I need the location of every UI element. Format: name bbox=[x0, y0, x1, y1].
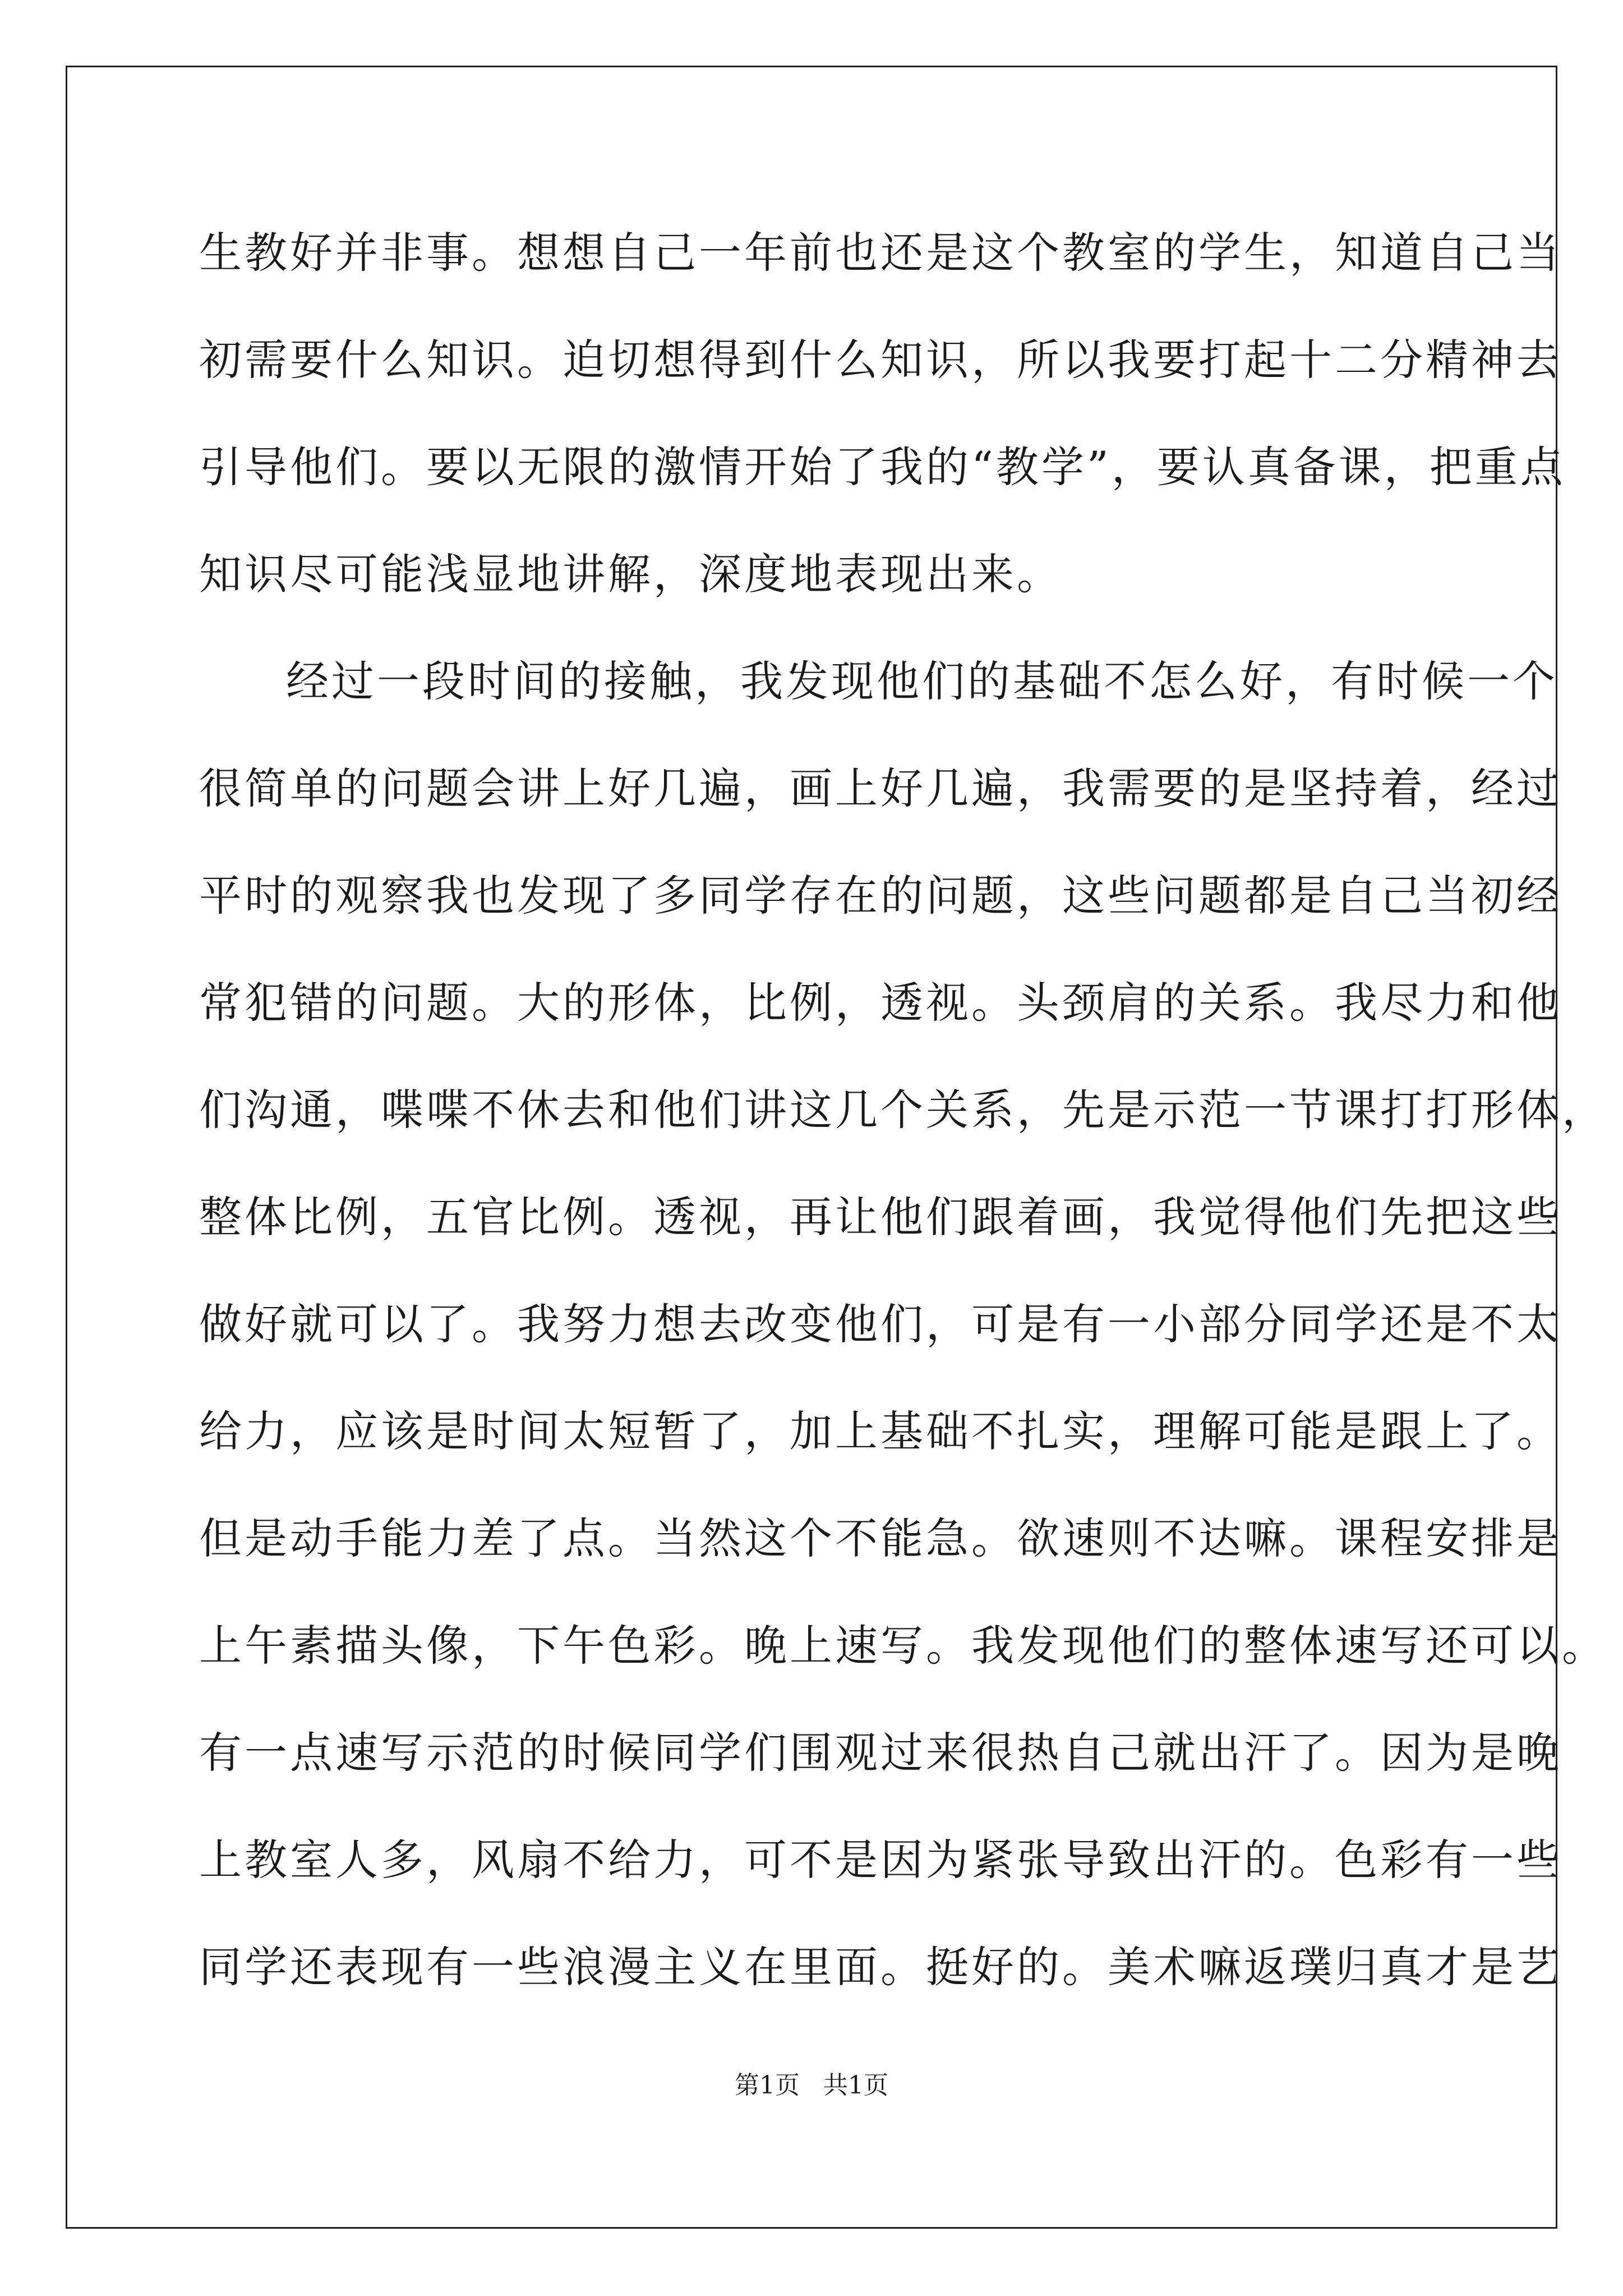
text-line: 生教好并非事。想想自己一年前也还是这个教室的学生，知道自己当 bbox=[199, 228, 1562, 278]
text-line: 很简单的问题会讲上好几遍，画上好几遍，我需要的是坚持着，经过 bbox=[199, 763, 1562, 813]
text-line: 整体比例，五官比例。透视，再让他们跟着画，我觉得他们先把这些 bbox=[199, 1192, 1562, 1242]
text-line: 给力，应该是时间太短暂了，加上基础不扎实，理解可能是跟上了。 bbox=[199, 1406, 1562, 1456]
text-line: 做好就可以了。我努力想去改变他们，可是有一小部分同学还是不太 bbox=[199, 1299, 1562, 1349]
document-body bbox=[199, 199, 1607, 2021]
text-line: 知识尽可能浅显地讲解，深度地表现出来。 bbox=[199, 549, 1062, 599]
text-line: 有一点速写示范的时候同学们围观过来很热自己就出汗了。因为是晚 bbox=[199, 1728, 1562, 1778]
text-line: 同学还表现有一些浪漫主义在里面。挺好的。美术嘛返璞归真才是艺 bbox=[199, 1942, 1562, 1992]
text-line: 经过一段时间的接触，我发现他们的基础不怎么好，有时候一个 bbox=[286, 656, 1558, 706]
text-line: 上教室人多，风扇不给力，可不是因为紧张导致出汗的。色彩有一些 bbox=[199, 1835, 1562, 1885]
page-number-footer: 第1页 共1页 bbox=[735, 2071, 888, 2100]
text-line: 们沟通，喋喋不休去和他们讲这几个关系，先是示范一节课打打形体， bbox=[199, 1085, 1607, 1135]
text-line: 初需要什么知识。迫切想得到什么知识，所以我要打起十二分精神去 bbox=[199, 335, 1562, 385]
text-line: 常犯错的问题。大的形体，比例，透视。头颈肩的关系。我尽力和他 bbox=[199, 978, 1562, 1028]
text-line: 但是动手能力差了点。当然这个不能急。欲速则不达嘛。课程安排是 bbox=[199, 1513, 1562, 1563]
text-line: 平时的观察我也发现了多同学存在的问题，这些问题都是自己当初经 bbox=[199, 871, 1562, 921]
text-line: 上午素描头像，下午色彩。晚上速写。我发现他们的整体速写还可以。 bbox=[199, 1621, 1607, 1671]
text-line: 引导他们。要以无限的激情开始了我的“教学”，要认真备课，把重点 bbox=[199, 442, 1566, 492]
